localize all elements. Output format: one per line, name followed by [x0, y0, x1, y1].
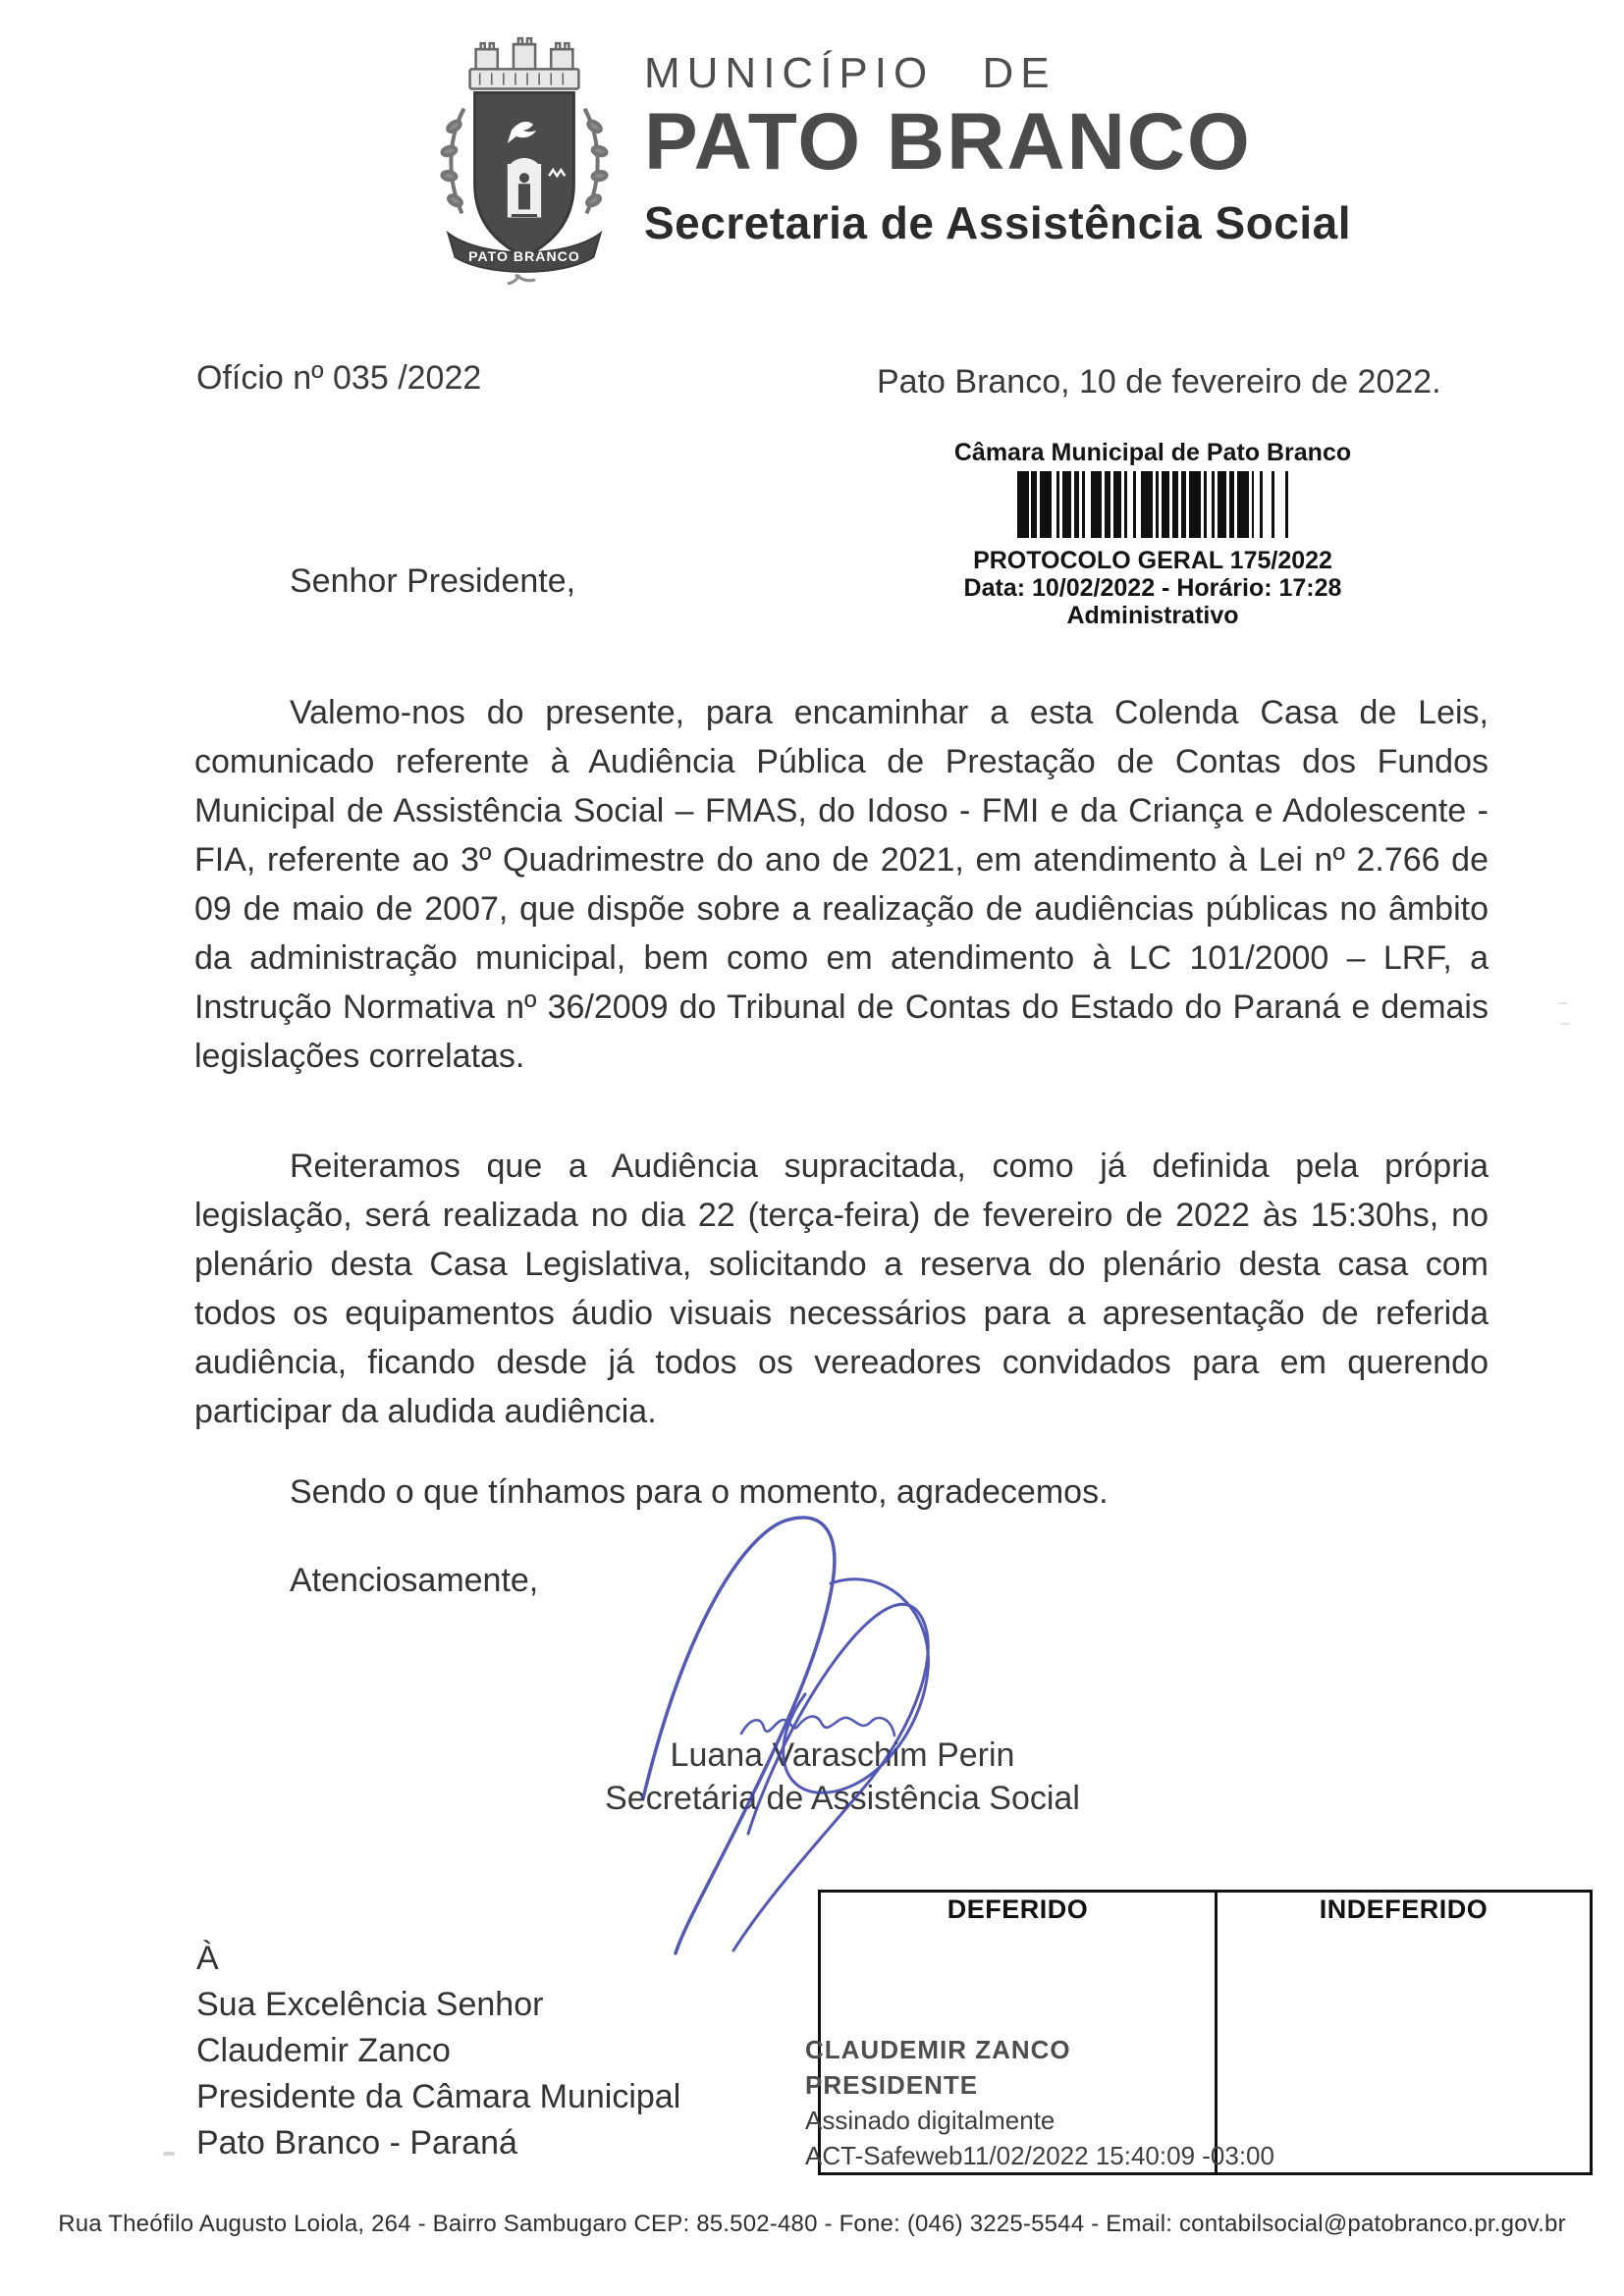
indeferido-label: INDEFERIDO — [1319, 1895, 1489, 1924]
body-paragraph-2: Reiteramos que a Audiência supracitada, como já definida pela própria legislação, será realizada no dia 22 (terça-feira) de fevereiro de 2022 às 15:30hs, no plenário desta Casa Legislativa, solicitando a reserva do plenário desta casa com todos os equipamentos áudio visuais necessários para a apresentação de referida audiência, ficando desde já todos os vereadores convidados para em querendo participar da aludida audiência. — [194, 1148, 1489, 1430]
protocol-stamp — [927, 439, 1379, 629]
org-line1: MUNICÍPIO DE — [644, 49, 1056, 97]
portal-emblem — [508, 158, 541, 217]
protocol-number: PROTOCOLO GERAL 175/2022 — [973, 547, 1332, 574]
salutation: Senhor Presidente, — [290, 562, 576, 600]
addressee-block — [196, 1936, 680, 2166]
crest-root-flourish — [508, 275, 535, 284]
letter-body — [194, 688, 1489, 1517]
stamp-signed-digitally: Assinado digitalmente — [805, 2106, 1056, 2135]
barcode — [1017, 471, 1288, 538]
city-date-line: Pato Branco, 10 de fevereiro de 2022. — [877, 363, 1441, 400]
addressee-line: Presidente da Câmara Municipal — [196, 2078, 681, 2115]
city-coat-of-arms — [420, 27, 628, 285]
crest-banner-text: PATO BRANCO — [468, 247, 580, 264]
scan-mark — [163, 2152, 175, 2156]
deferido-label: DEFERIDO — [947, 1895, 1089, 1924]
addressee-line: Sua Excelência Senhor — [196, 1986, 544, 2023]
addressee-line: Pato Branco - Paraná — [196, 2124, 517, 2162]
body-paragraph-1: Valemo-nos do presente, para encaminhar a esta Colenda Casa de Leis, comunicado referente à Audiência Pública de Prestação de Contas dos Fundos Municipal de Assistência Social – FMAS, do Idoso - FMI e da Criança e Adolescente - FIA, referente ao 3º Quadrimestre do ano de 2021, em atendimento à Lei nº 2.766 de 09 de maio de 2007, que dispõe sobre a realização de audiências públicas no âmbito da administração municipal, bem como em atendimento à LC 101/2000 – LRF, a Instrução Normativa nº 36/2009 do Tribunal de Contas do Estado do Paraná e demais legislações correlatas. — [194, 694, 1489, 1075]
digital-signature-stamp — [805, 2032, 1274, 2173]
signer-block — [528, 1734, 1157, 1820]
oficio-number: Ofício nº 035 /2022 — [196, 359, 482, 397]
protocol-datetime: Data: 10/02/2022 - Horário: 17:28 — [963, 574, 1342, 602]
signer-name: Luana Varaschim Perin — [670, 1736, 1015, 1774]
org-department: Secretaria de Assistência Social — [644, 197, 1352, 248]
stamp-signer-name: CLAUDEMIR ZANCO — [805, 2035, 1071, 2064]
protocol-sector: Administrativo — [1066, 602, 1239, 629]
org-name: PATO BRANCO — [644, 97, 1252, 187]
signer-title: Secretária de Assistência Social — [605, 1780, 1080, 1817]
addressee-line: À — [196, 1940, 219, 1977]
stamp-signer-title: PRESIDENTE — [805, 2070, 979, 2100]
addressee-line: Claudemir Zanco — [196, 2032, 451, 2069]
body-paragraph-3: Sendo o que tínhamos para o momento, agradecemos. — [290, 1473, 1109, 1511]
coat-of-arms-graphic — [420, 27, 628, 285]
scan-smudge: ~ ~ — [1556, 992, 1573, 1035]
stamp-certificate-datetime: ACT-Safeweb11/02/2022 15:40:09 -03:00 — [805, 2141, 1274, 2170]
closing-word: Atenciosamente, — [290, 1562, 539, 1599]
footer-address: Rua Theófilo Augusto Loiola, 264 - Bairro Sambugaro CEP: 85.502-480 - Fone: (046) 3225-5544 - Email: contabilsocial@patobranco.pr.gov.br — [58, 2211, 1566, 2237]
protocol-org: Câmara Municipal de Pato Branco — [953, 439, 1352, 466]
letterhead — [644, 49, 1351, 249]
